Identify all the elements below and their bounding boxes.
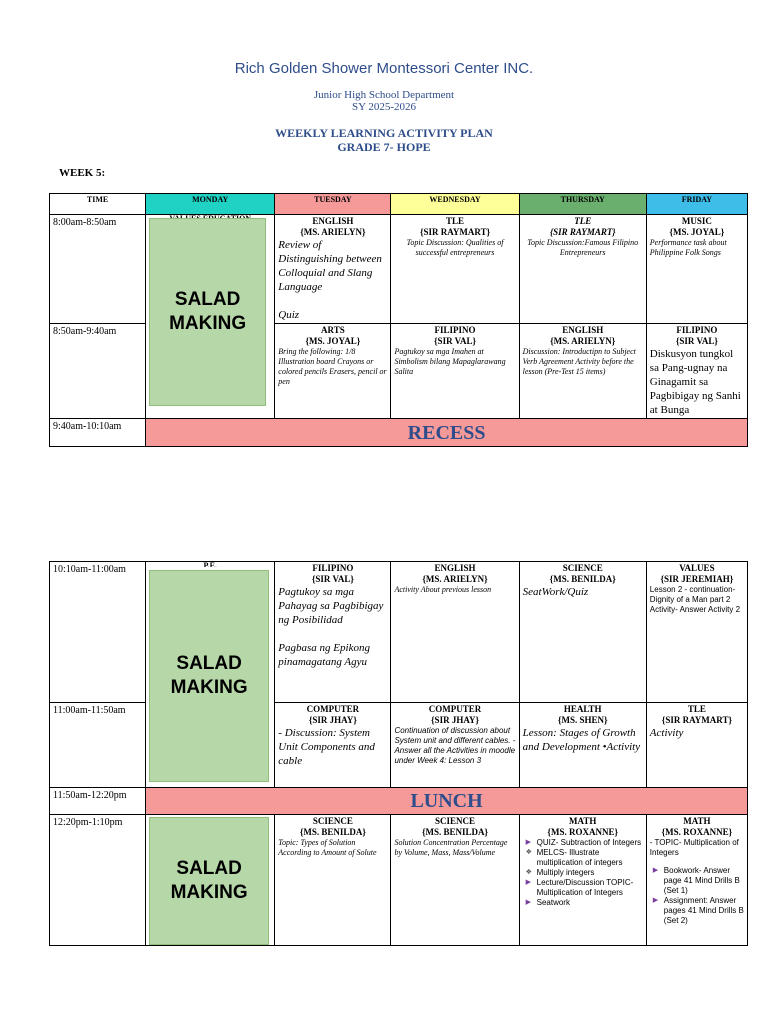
activity-text: Continuation of discussion about System unit and different cables. - Answer all the Activities in moodle under Week 4: Lesson 3 [394, 726, 516, 765]
school-name: Rich Golden Shower Montessori Center INC. [234, 60, 534, 77]
subject-label: FILIPINO [312, 563, 354, 573]
activity-text: Discussion: Introductipn to Subject Verb Agreement Activity before the lesson (Pre-Test 15 items) [522, 347, 636, 376]
subject-label: HEALTH [563, 704, 602, 714]
activity-text: Diskusyon tungkol sa Pang-ugnay na Ginagamit sa Pagbibigay ng Sanhi at Bunga [649, 348, 741, 416]
list-item: ▶ Lecture/Discussion TOPIC- Multiplication of Integers [537, 878, 643, 898]
friday-cell [646, 215, 747, 324]
teacher-label: {SIR VAL} [434, 336, 477, 346]
friday-cell [646, 324, 747, 419]
monday-cell [146, 815, 275, 946]
teacher-label: {SIR RAYMART} [661, 715, 732, 725]
wednesday-cell [391, 324, 519, 419]
tuesday-cell [275, 324, 391, 419]
teacher-label: {MS. JOYAL} [669, 227, 725, 237]
teacher-label: {MS. ARIELYN} [300, 227, 366, 237]
time-slot: 12:20pm-1:10pm [50, 815, 146, 946]
subject-label: ENGLISH [562, 325, 604, 335]
department-block [0, 89, 768, 113]
bullet-list [523, 838, 643, 908]
activity-extra: Quiz [278, 309, 300, 321]
schedule-table-morning [49, 193, 748, 447]
activity-text: Activity About previous lesson [394, 585, 492, 594]
subject-label: FILIPINO [676, 325, 718, 335]
wednesday-cell [391, 703, 519, 788]
thursday-cell [519, 215, 646, 324]
tuesday-cell [275, 815, 391, 946]
department-name: Junior High School Department [313, 89, 455, 101]
col-thursday: THURSDAY [519, 194, 646, 215]
teacher-label: {SIR VAL} [675, 336, 718, 346]
activity-text: Topic Discussion:Famous Filipino Entrepreneurs [527, 238, 639, 257]
subject-label: ARTS [321, 325, 345, 335]
list-item: ▶ Seatwork [537, 898, 643, 908]
recess-row [50, 419, 748, 447]
thursday-cell [519, 815, 646, 946]
activity-text: Review of Distinguishing between Colloquial and Slang Language [278, 239, 382, 293]
plan-title: WEEKLY LEARNING ACTIVITY PLAN [275, 126, 493, 140]
header-row [50, 194, 748, 215]
thursday-cell [519, 562, 646, 703]
teacher-label: {MS. BENILDA} [421, 827, 489, 837]
week-label: WEEK 5: [59, 167, 106, 179]
subject-label: TLE [574, 216, 592, 226]
activity-text: Pagtukoy sa mga Imahen at Simbolism bilang Mapaglarawang Salita [394, 347, 506, 376]
teacher-label: {SIR JHAY} [431, 715, 480, 725]
subject-label: COMPUTER [428, 704, 482, 714]
activity-text: Topic: Types of Solution According to Amount of Solute [278, 838, 377, 857]
time-slot: 11:50am-12:20pm [50, 788, 146, 815]
teacher-label: {MS. ROXANNE} [547, 827, 618, 837]
teacher-label: {SIR VAL} [311, 574, 354, 584]
grade-section: GRADE 7- HOPE [337, 140, 431, 154]
subject-label: ENGLISH [312, 216, 354, 226]
subject-label: MATH [683, 816, 711, 826]
school-year: SY 2025-2026 [351, 101, 417, 113]
list-item: ❖ MELCS- Illustrate multiplication of integers [537, 848, 643, 868]
schedule-table-midday [49, 561, 748, 946]
teacher-label: {MS. ARIELYN} [422, 574, 488, 584]
activity-text: SeatWork/Quiz [522, 586, 589, 598]
subject-label: MATH [569, 816, 597, 826]
list-item: ▶ QUIZ- Subtraction of Integers [537, 838, 643, 848]
time-slot: 10:10am-11:00am [50, 562, 146, 703]
activity-text: Performance task about Philippine Folk Songs [649, 238, 727, 257]
teacher-label: {SIR JEREMIAH} [660, 574, 734, 584]
activity-text: Topic Discussion: Qualities of successful entrepreneurs [406, 238, 504, 257]
monday-cell [146, 562, 275, 788]
col-monday: MONDAY [146, 194, 275, 215]
activity-text: Activity [649, 727, 684, 739]
subject-label: COMPUTER [306, 704, 360, 714]
recess-band: RECESS [146, 419, 748, 447]
wednesday-cell [391, 562, 519, 703]
salad-making-box: SALAD MAKING [149, 817, 269, 945]
activity-text: Pagtukoy sa mga Pahayag sa Pagbibigay ng Posibilidad [278, 586, 384, 626]
col-tuesday: TUESDAY [275, 194, 391, 215]
col-time: TIME [50, 194, 146, 215]
wednesday-cell [391, 215, 519, 324]
time-slot: 8:00am-8:50am [50, 215, 146, 324]
friday-cell [646, 703, 747, 788]
time-slot: 8:50am-9:40am [50, 324, 146, 419]
friday-cell [646, 562, 747, 703]
monday-cell [146, 215, 275, 419]
tuesday-cell [275, 562, 391, 703]
subject-label: FILIPINO [434, 325, 476, 335]
activity-text: Bring the following: 1/8 Illustration board Crayons or colored pencils Erasers, pencil or pen [278, 347, 387, 386]
schedule-row [50, 215, 748, 324]
subject-label: VALUES [679, 563, 715, 573]
list-item: ▶ Assignment: Answer pages 41 Mind Drills B (Set 2) [664, 896, 744, 926]
schedule-row [50, 815, 748, 946]
subject-label: SCIENCE [435, 816, 476, 826]
subject-label: SCIENCE [562, 563, 603, 573]
schedule-row [50, 562, 748, 703]
teacher-label: {MS. SHEN} [557, 715, 608, 725]
time-slot: 9:40am-10:10am [50, 419, 146, 447]
list-item: ❖ Multiply integers [537, 868, 643, 878]
time-slot: 11:00am-11:50am [50, 703, 146, 788]
lunch-band: LUNCH [146, 788, 748, 815]
teacher-label: {MS. BENILDA} [299, 827, 366, 837]
plan-block [0, 126, 768, 154]
tuesday-cell [275, 215, 391, 324]
list-item: ▶ Bookwork- Answer page 41 Mind Drills B (Set 1) [664, 866, 744, 896]
subject-label: SCIENCE [312, 816, 353, 826]
teacher-label: {MS. BENILDA} [549, 574, 616, 584]
activity-text: Lesson 2 - continuation- Dignity of a Man part 2 Activity- Answer Activity 2 [649, 585, 741, 614]
activity-text: - TOPIC- Multiplication of Integers [649, 838, 739, 857]
teacher-label: {SIR RAYMART} [549, 227, 616, 237]
teacher-label: {MS. ROXANNE} [661, 827, 733, 837]
col-friday: FRIDAY [646, 194, 747, 215]
teacher-label: {SIR JHAY} [308, 715, 357, 725]
teacher-label: {MS. JOYAL} [305, 336, 361, 346]
activity-text: Lesson: Stages of Growth and Development •Activity [522, 727, 641, 753]
activity-text: Solution Concentration Percentage by Volume, Mass, Mass/Volume [394, 838, 508, 857]
subject-label: MUSIC [681, 216, 712, 226]
salad-making-box: SALAD MAKING [149, 570, 269, 782]
subject-label: ENGLISH [434, 563, 476, 573]
teacher-label: {SIR RAYMART} [419, 227, 491, 237]
activity-text: - Discussion: System Unit Components and cable [278, 727, 375, 767]
activity-extra: Pagbasa ng Epikong pinamagatang Agyu [278, 642, 370, 668]
salad-making-box: SALAD MAKING [149, 218, 266, 406]
friday-cell [646, 815, 747, 946]
thursday-cell [519, 703, 646, 788]
lunch-row [50, 788, 748, 815]
teacher-label: {MS. ARIELYN} [550, 336, 616, 346]
subject-label: TLE [687, 704, 706, 714]
thursday-cell [519, 324, 646, 419]
bullet-list [650, 866, 744, 926]
tuesday-cell [275, 703, 391, 788]
subject-label: TLE [446, 216, 465, 226]
col-wednesday: WEDNESDAY [391, 194, 519, 215]
wednesday-cell [391, 815, 519, 946]
monday-hidden-text: P.E. [203, 562, 217, 567]
